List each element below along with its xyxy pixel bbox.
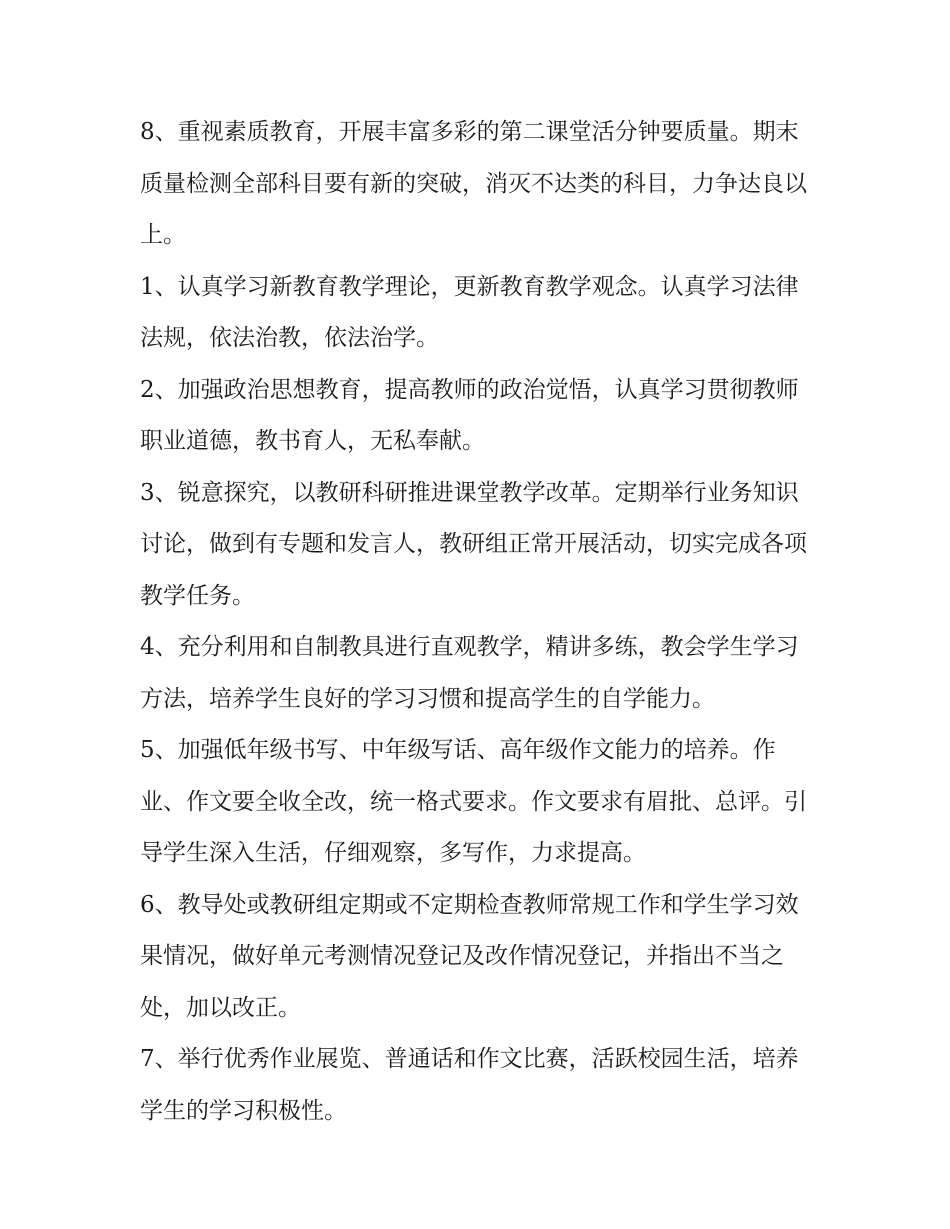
document-page [140,107,820,1137]
paragraph-item-1: 1、认真学习新教育教学理论，更新教育教学观念。认真学习法律法规，依法治教，依法治学。 [140,273,799,351]
paragraph-item-8: 8、重视素质教育，开展丰富多彩的第二课堂活分钟要质量。期末质量检测全部科目要有新的突破，消灭不达类的科目，力争达良以上。 [140,119,807,248]
paragraph-item-5: 5、加强低年级书写、中年级写话、高年级作文能力的培养。作业、作文要全收全改，统一格式要求。作文要求有眉批、总评。引导学生深入生活，仔细观察，多写作，力求提高。 [140,737,807,866]
paragraph-item-7: 7、举行优秀作业展览、普通话和作文比赛，活跃校园生活，培养学生的学习积极性。 [140,1046,799,1124]
paragraph-item-3: 3、锐意探究，以教研科研推进课堂教学改革。定期举行业务知识讨论，做到有专题和发言人，教研组正常开展活动，切实完成各项教学任务。 [140,479,807,609]
paragraph-item-6: 6、教导处或教研组定期或不定期检查教师常规工作和学生学习效果情况，做好单元考测情况登记及改作情况登记，并指出不当之处，加以改正。 [140,891,799,1021]
paragraph-item-2: 2、加强政治思想教育，提高教师的政治觉悟，认真学习贯彻教师职业道德，教书育人，无私奉献。 [140,376,799,454]
paragraph-item-4: 4、充分利用和自制教具进行直观教学，精讲多练，教会学生学习方法，培养学生良好的学习习惯和提高学生的自学能力。 [140,634,799,712]
